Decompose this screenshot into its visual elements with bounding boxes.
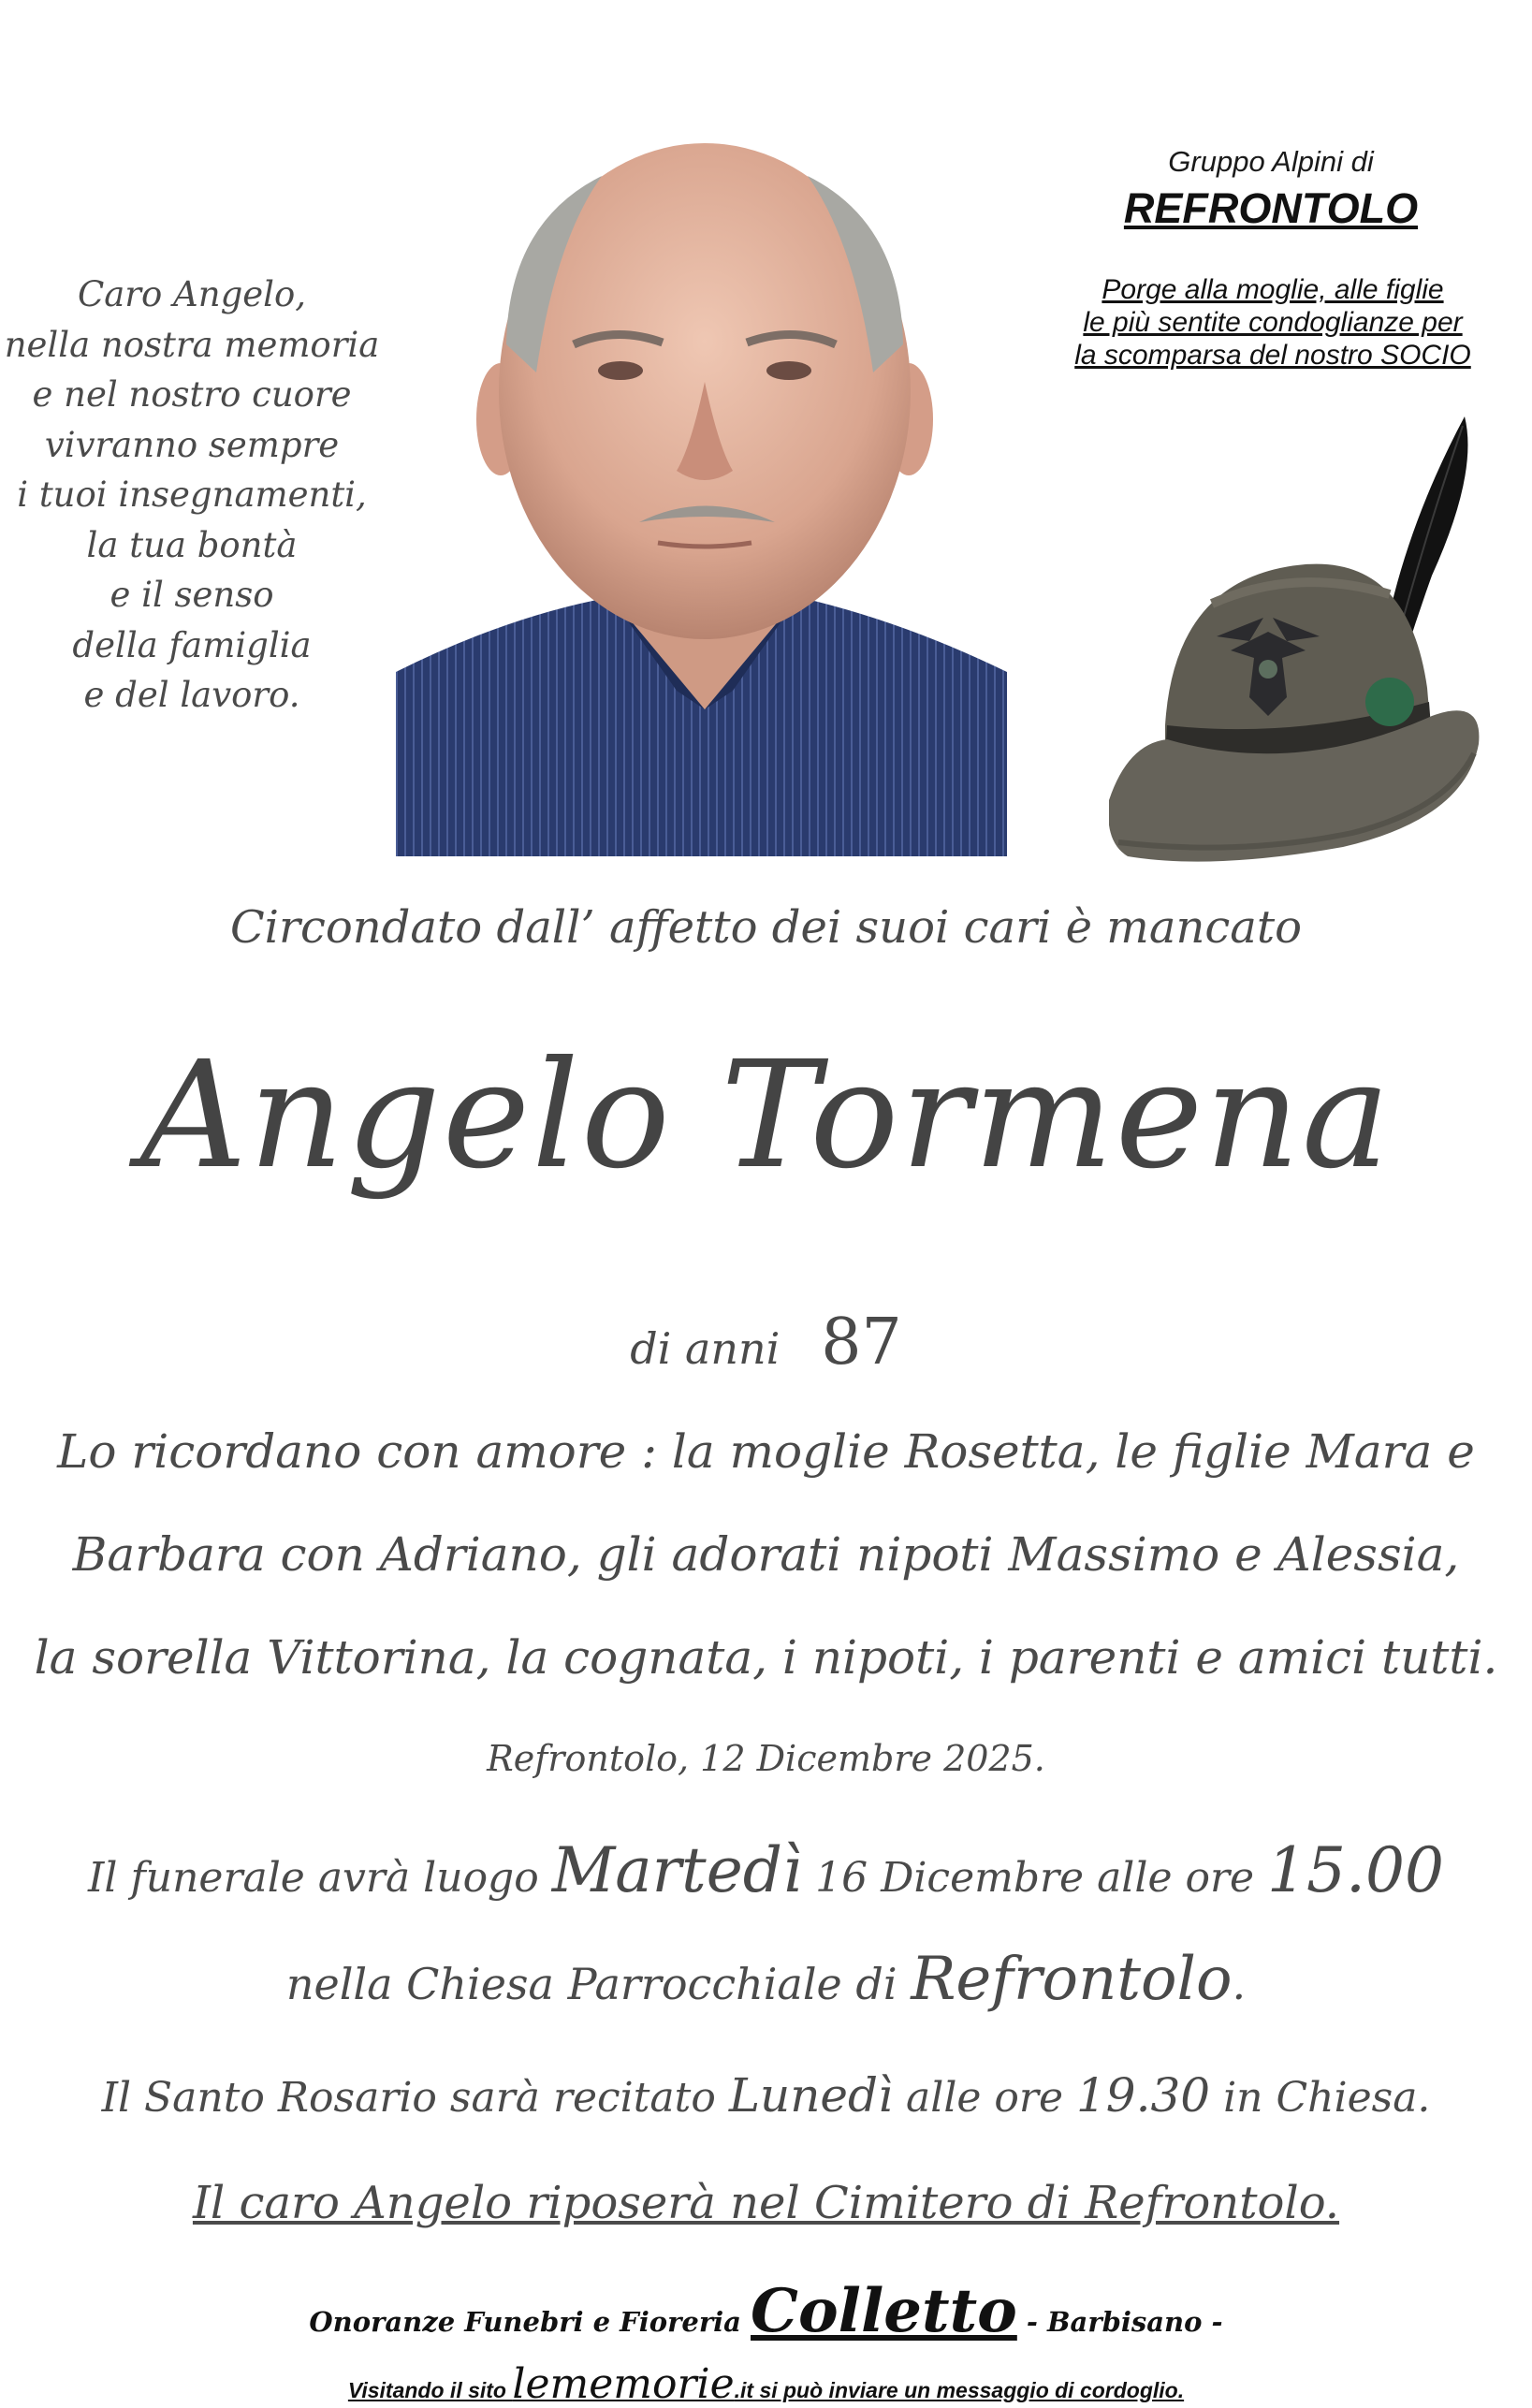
- agency-brand: Colletto: [751, 2276, 1017, 2346]
- portrait-photo: [396, 110, 1007, 856]
- funeral-agency: [0, 2276, 1532, 2346]
- funeral-time: 15.00: [1267, 1834, 1444, 1906]
- rosary-line: [0, 2068, 1532, 2123]
- website-link[interactable]: lememorie: [512, 2360, 735, 2408]
- alpine-hat-icon: [1109, 416, 1483, 870]
- dedication-line: e nel nostro cuore: [32, 374, 352, 415]
- rosary-text: alle ore: [893, 2074, 1076, 2122]
- dedication-line: i tuoi insegnamenti,: [17, 474, 367, 515]
- alpini-message-line: la scomparsa del nostro SOCIO: [1074, 340, 1471, 371]
- church-text: nella Chiesa Parrocchiale di: [285, 1959, 912, 2009]
- dedication-text: [0, 270, 384, 721]
- dedication-line: e del lavoro.: [83, 675, 300, 715]
- place-date: Refrontolo, 12 Dicembre 2025.: [487, 1738, 1045, 1779]
- church-line: [0, 1945, 1532, 2014]
- alpini-group-label: Gruppo Alpini di: [1168, 145, 1374, 178]
- alpini-message-line: le più sentite condoglianze per: [1083, 307, 1463, 338]
- alpini-message: [1025, 273, 1521, 372]
- burial-line: Il caro Angelo riposerà nel Cimitero di Refrontolo.: [192, 2177, 1340, 2229]
- dedication-line: la tua bontà: [86, 524, 298, 565]
- funeral-text: 16 Dicembre alle ore: [802, 1854, 1268, 1902]
- dedication-line: vivranno sempre: [44, 424, 340, 465]
- dedication-line: della famiglia: [72, 624, 312, 665]
- rosary-time: 19.30: [1075, 2068, 1211, 2123]
- rosary-day: Lunedì: [728, 2068, 894, 2123]
- dedication-line: e il senso: [109, 575, 274, 615]
- rosary-text: Il Santo Rosario sarà recitato: [101, 2074, 729, 2122]
- funeral-line: [0, 1834, 1532, 1906]
- church-town: Refrontolo: [911, 1945, 1233, 2014]
- age-value: 87: [821, 1306, 902, 1379]
- dedication-line: Caro Angelo,: [77, 274, 307, 314]
- agency-location: - Barbisano -: [1016, 2306, 1223, 2338]
- rosary-text: in Chiesa.: [1210, 2074, 1431, 2122]
- alpini-group-name: REFRONTOLO: [1123, 184, 1419, 232]
- funeral-day: Martedì: [551, 1834, 803, 1906]
- website-note: [0, 2360, 1532, 2408]
- intro-text: Circondato dall’ affetto dei suoi cari è mancato: [229, 901, 1303, 954]
- family-line: Barbara con Adriano, gli adorati nipoti Massimo e Alessia,: [72, 1527, 1460, 1582]
- age-label: di anni: [630, 1323, 781, 1374]
- age-line: [0, 1306, 1532, 1379]
- deceased-name: Angelo Tormena: [139, 1029, 1393, 1202]
- church-end: .: [1232, 1959, 1247, 2009]
- family-line: la sorella Vittorina, la cognata, i nipoti, i parenti e amici tutti.: [34, 1630, 1498, 1685]
- agency-text: Onoranze Funebri e Fioreria: [309, 2306, 751, 2338]
- website-text: .it si può inviare un messaggio di cordoglio.: [734, 2378, 1185, 2402]
- dedication-line: nella nostra memoria: [4, 324, 380, 365]
- family-line: Lo ricordano con amore : la moglie Rosetta, le figlie Mara e: [57, 1424, 1475, 1479]
- alpini-message-line: Porge alla moglie, alle figlie: [1102, 274, 1444, 305]
- funeral-text: Il funerale avrà luogo: [88, 1854, 552, 1902]
- website-text: Visitando il sito: [347, 2378, 513, 2402]
